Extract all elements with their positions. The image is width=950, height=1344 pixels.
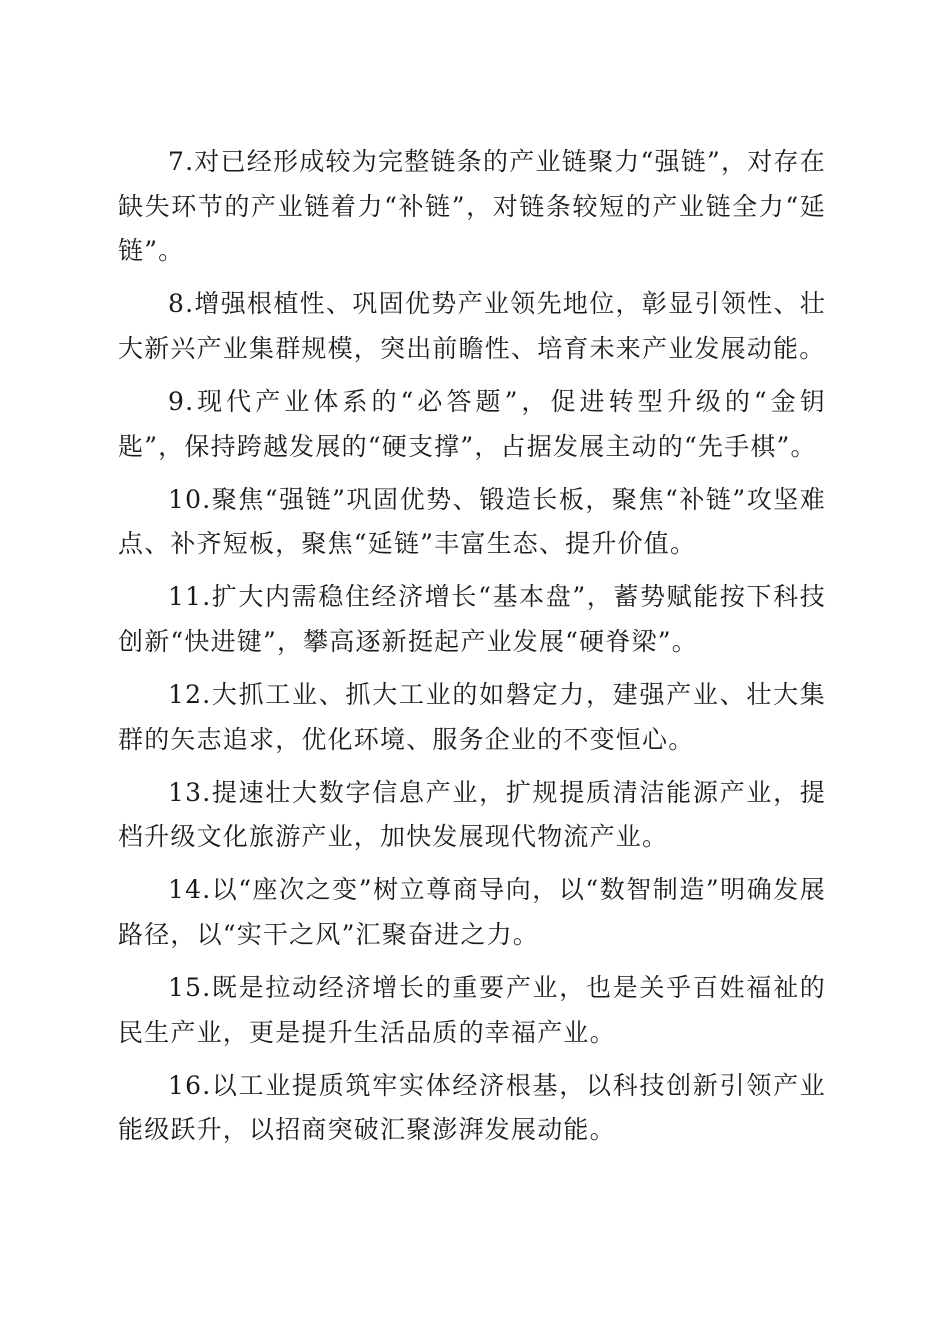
- paragraph-15: 15.既是拉动经济增长的重要产业，也是关乎百姓福祉的民生产业，更是提升生活品质的幸福产业。: [118, 973, 826, 1047]
- paragraph-14: 14.以“座次之变”树立尊商导向，以“数智制造”明确发展路径，以“实干之风”汇聚奋进之力。: [118, 875, 826, 949]
- paragraph-12: 12.大抓工业、抓大工业的如磐定力，建强产业、壮大集群的矢志追求，优化环境、服务企业的不变恒心。: [118, 680, 826, 754]
- paragraph-8: 8.增强根植性、巩固优势产业领先地位，彰显引领性、壮大新兴产业集群规模，突出前瞻性、培育未来产业发展动能。: [118, 289, 826, 363]
- paragraph-9: 9.现代产业体系的“必答题”，促进转型升级的“金钥匙”，保持跨越发展的“硬支撑”，占据发展主动的“先手棋”。: [118, 386, 826, 461]
- paragraph-10: 10.聚焦“强链”巩固优势、锻造长板，聚焦“补链”攻坚难点、补齐短板，聚焦“延链”丰富生态、提升价值。: [118, 484, 826, 559]
- paragraph-16: 16.以工业提质筑牢实体经济根基，以科技创新引领产业能级跃升，以招商突破汇聚澎湃发展动能。: [118, 1070, 826, 1145]
- document-body: [118, 140, 826, 1161]
- paragraph-7: 7.对已经形成较为完整链条的产业链聚力“强链”，对存在缺失环节的产业链着力“补链”，对链条较短的产业链全力“延链”。: [118, 147, 826, 266]
- paragraph-13: 13.提速壮大数字信息产业，扩规提质清洁能源产业，提档升级文化旅游产业，加快发展现代物流产业。: [118, 777, 826, 852]
- paragraph-11: 11.扩大内需稳住经济增长“基本盘”，蓄势赋能按下科技创新“快进键”，攀高逐新挺起产业发展“硬脊梁”。: [118, 582, 826, 656]
